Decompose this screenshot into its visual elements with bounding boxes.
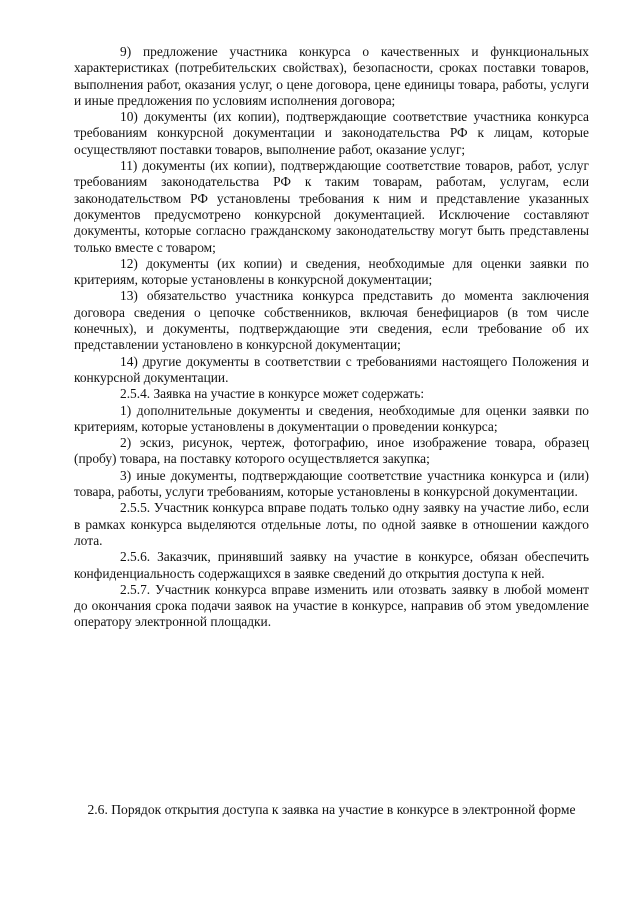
paragraph-item-12: 12) документы (их копии) и сведения, необходимые для оценки заявки по критериям, которые установлены в конкурсной документации;	[74, 255, 589, 288]
paragraph-item-13: 13) обязательство участника конкурса представить до момента заключения договора сведения о цепочке собственников, включая бенефициаров (в том числе конечных), и документы, подтверждающие эти сведения, если требование об их представлении установлено в конкурсной документации;	[74, 288, 589, 353]
paragraph-optional-3: 3) иные документы, подтверждающие соответствие участника конкурса и (или) товара, работы, услуги требованиям, которые установлены в конкурсной документации.	[74, 467, 589, 500]
paragraph-clause-2-5-7: 2.5.7. Участник конкурса вправе изменить или отозвать заявку в любой момент до окончания срока подачи заявок на участие в конкурсе, направив об этом уведомление оператору электронной площадки.	[74, 581, 589, 630]
paragraph-clause-2-5-4: 2.5.4. Заявка на участие в конкурсе может содержать:	[120, 386, 425, 402]
paragraph-item-9: 9) предложение участника конкурса о качественных и функциональных характеристиках (потребительских свойствах), безопасности, сроках поставки товаров, выполнения работ, оказания услуг, о цене договора, цене единицы товара, работы, услуги и иные предложения по условиям исполнения договора;	[74, 44, 589, 108]
section-heading: 2.6. Порядок открытия доступа к заявка на участие в конкурсе в электронной форме	[87, 802, 576, 817]
paragraph-optional-1: 1) дополнительные документы и сведения, необходимые для оценки заявки по критериям, которые установлены в документации о проведении конкурса;	[74, 402, 589, 434]
paragraph-optional-2: 2) эскиз, рисунок, чертеж, фотографию, иное изображение товара, образец (пробу) товара, на поставку которого осуществляется закупка;	[74, 435, 589, 467]
paragraph-item-11: 11) документы (их копии), подтверждающие соответствие товаров, работ, услуг требованиям законодательства РФ к таким товарам, работам, услугам, если законодательством РФ установлены требования к ним и представление указанных документов предусмотрено конкурсной документацией. Исключение составляют документы, которые согласно гражданскому законодательству могут быть представлены только вместе с товаром;	[74, 158, 589, 255]
paragraph-item-14: 14) другие документы в соответствии с требованиями настоящего Положения и конкурсной документации.	[74, 353, 589, 385]
paragraph-clause-2-5-6: 2.5.6. Заказчик, принявший заявку на участие в конкурсе, обязан обеспечить конфиденциальность содержащихся в заявке сведений до открытия доступа к ней.	[74, 549, 589, 581]
document-body	[74, 44, 589, 631]
paragraph-clause-2-5-5: 2.5.5. Участник конкурса вправе подать только одну заявку на участие либо, если в рамках конкурса выделяются отдельные лоты, по одной заявке в отношении каждого лота.	[74, 500, 589, 548]
paragraph-item-10: 10) документы (их копии), подтверждающие соответствие участника конкурса требованиям конкурсной документации и законодательства РФ к лицам, которые осуществляют поставки товаров, выполнение работ, оказание услуг;	[74, 109, 589, 157]
